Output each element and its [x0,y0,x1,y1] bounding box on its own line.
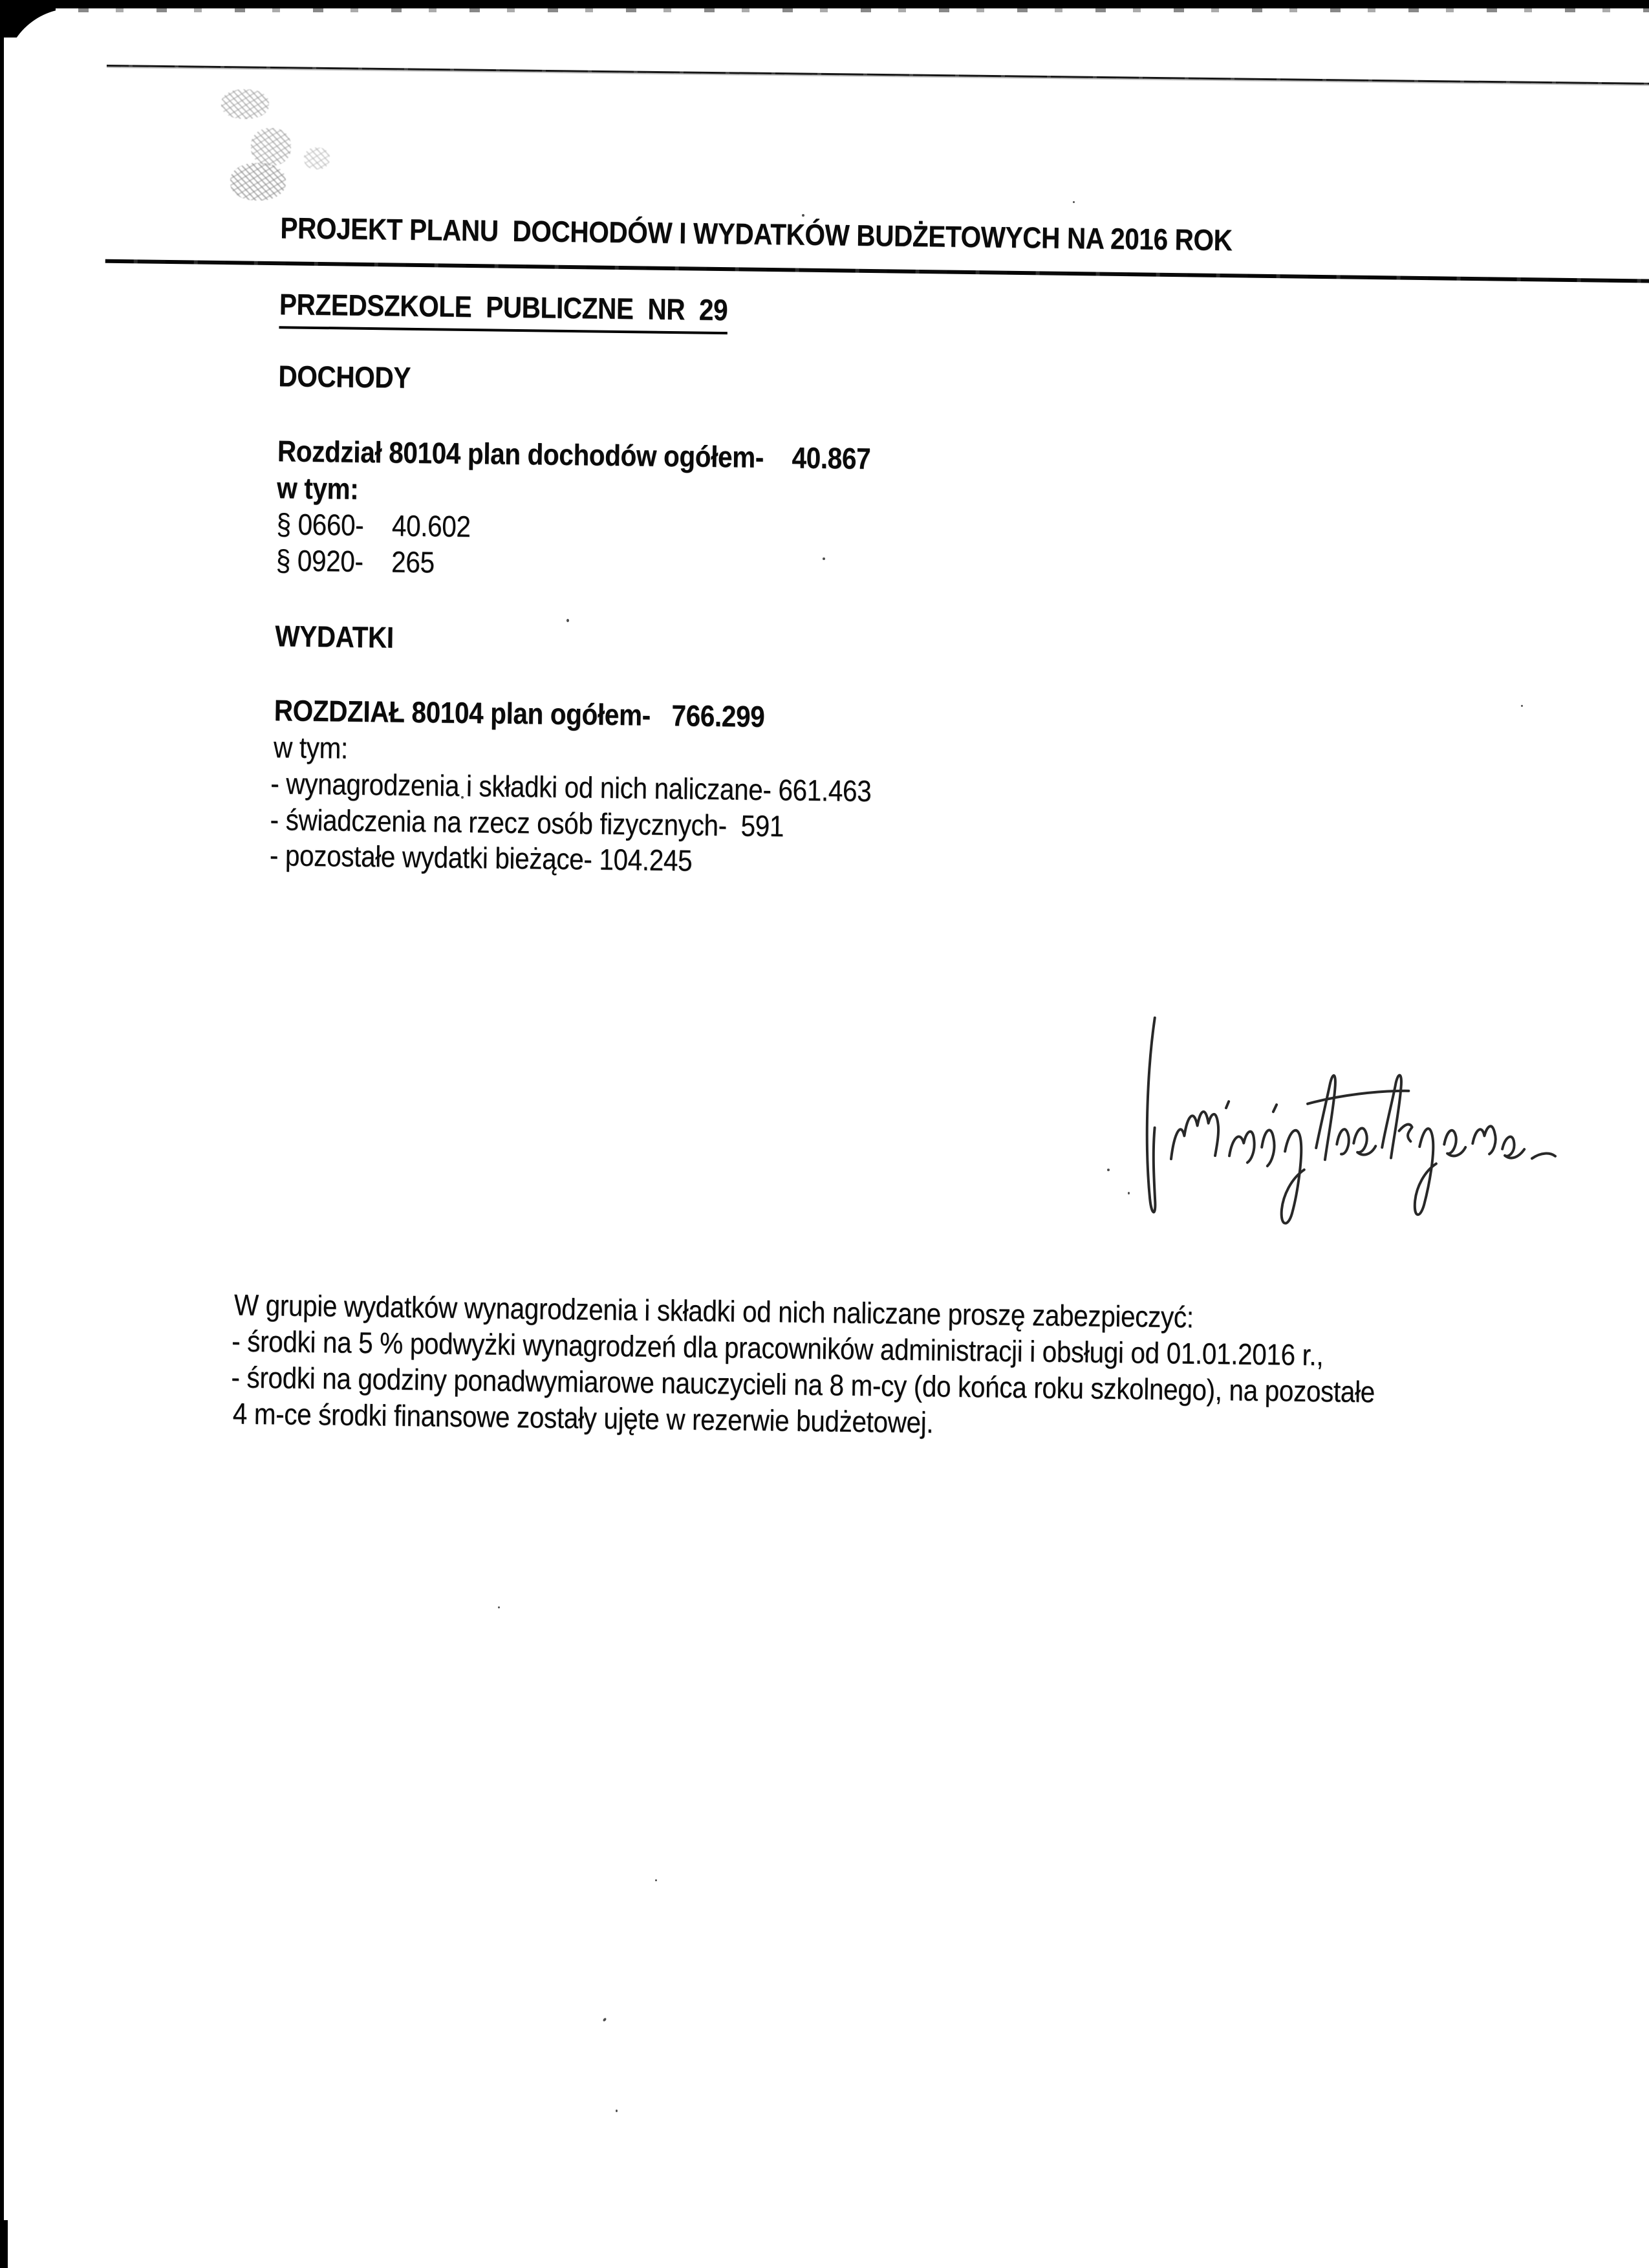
expense-item: - pozostałe wydatki bieżące- 104.245 [269,838,693,878]
expense-in-that-label: w tym: [273,730,349,765]
expense-chapter-line: ROZDZIAŁ 80104 plan ogółem- 766.299 [274,693,765,733]
income-item: § 0660- 40.602 [276,507,471,544]
document-title: PROJEKT PLANU DOCHODÓW I WYDATKÓW BUDŻETOWYCH NA 2016 ROK [280,211,1233,257]
income-chapter-line: Rozdział 80104 plan dochodów ogółem- 40.867 [277,434,871,476]
expense-section-heading: WYDATKI [274,619,394,654]
note-line: - środki na 5 % podwyżki wynagrodzeń dla pracowników administracji i obsługi od 01.01.2016 r., [231,1324,1324,1372]
note-line: 4 m-ce środki finansowe zostały ujęte w rezerwie budżetowej. [232,1396,934,1440]
expense-item: - świadczenia na rzecz osób fizycznych- 591 [270,803,784,843]
expense-item: - wynagrodzenia i składki od nich naliczane- 661.463 [270,766,872,808]
horizontal-rule [105,259,1649,283]
institution-name: PRZEDSZKOLE PUBLICZNE NR 29 [279,287,727,334]
note-line: W grupie wydatków wynagrodzenia i składki od nich naliczane proszę zabezpieczyć: [233,1288,1194,1334]
income-in-that-label: w tym: [276,471,359,506]
handwritten-signature [1130,1004,1560,1242]
income-section-heading: DOCHODY [278,359,411,394]
note-line: - środki na godziny ponadwymiarowe nauczycieli na 8 m-cy (do końca roku szkolnego), na pozostałe [231,1360,1375,1409]
income-item: § 0920- 265 [275,543,435,579]
